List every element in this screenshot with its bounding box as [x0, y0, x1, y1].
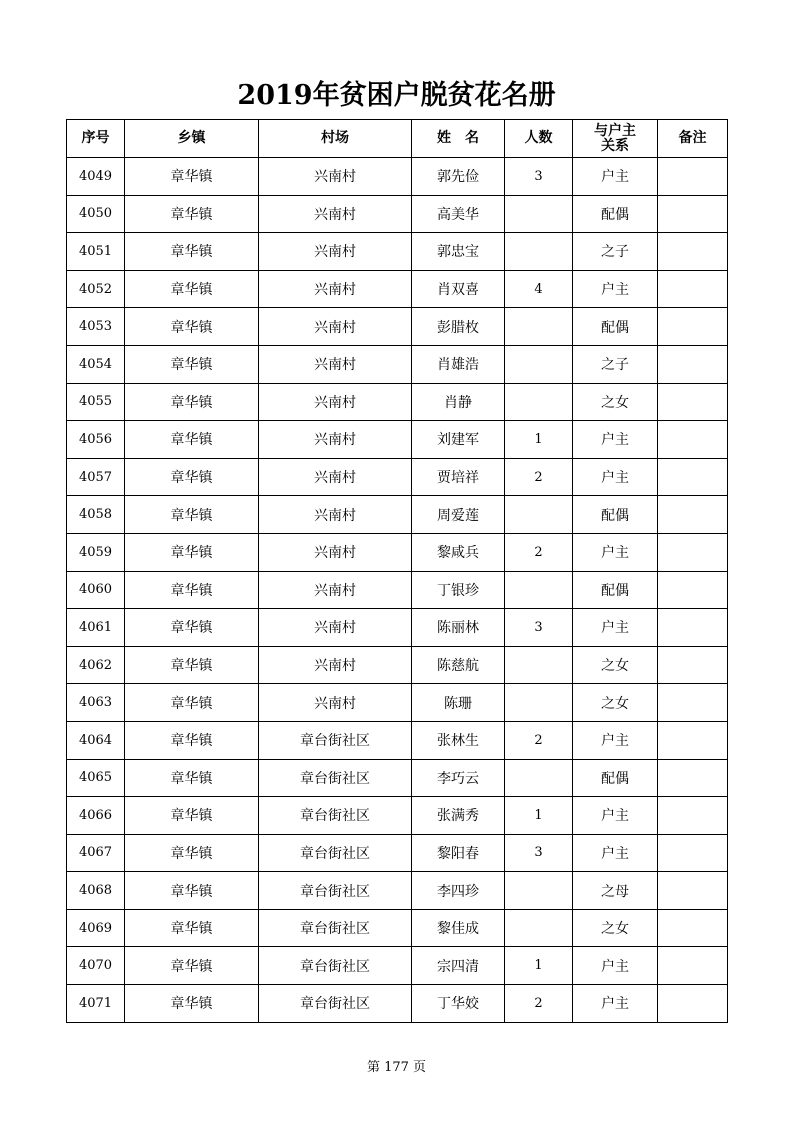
remarks-cell — [658, 308, 728, 346]
serial-cell: 4049 — [67, 158, 125, 196]
name-cell: 陈珊 — [412, 684, 505, 722]
relation-cell: 配偶 — [573, 308, 658, 346]
name-cell: 肖静 — [412, 383, 505, 421]
relation-cell: 配偶 — [573, 571, 658, 609]
header-remarks: 备注 — [658, 120, 728, 158]
relation-cell: 户主 — [573, 797, 658, 835]
remarks-cell — [658, 233, 728, 271]
township-cell: 章华镇 — [125, 421, 259, 459]
header-serial: 序号 — [67, 120, 125, 158]
remarks-cell — [658, 684, 728, 722]
relation-cell: 户主 — [573, 458, 658, 496]
village-cell: 兴南村 — [259, 158, 412, 196]
table-row — [67, 797, 728, 835]
table-row — [67, 308, 728, 346]
serial-cell: 4070 — [67, 947, 125, 985]
township-cell: 章华镇 — [125, 233, 259, 271]
remarks-cell — [658, 195, 728, 233]
relation-cell: 户主 — [573, 609, 658, 647]
township-cell: 章华镇 — [125, 158, 259, 196]
household-size-cell: 4 — [505, 270, 573, 308]
serial-cell: 4051 — [67, 233, 125, 271]
name-cell: 肖双喜 — [412, 270, 505, 308]
table-row — [67, 947, 728, 985]
township-cell: 章华镇 — [125, 721, 259, 759]
serial-cell: 4059 — [67, 533, 125, 571]
serial-cell: 4058 — [67, 496, 125, 534]
township-cell: 章华镇 — [125, 947, 259, 985]
relation-cell: 户主 — [573, 947, 658, 985]
village-cell: 兴南村 — [259, 458, 412, 496]
header-village: 村场 — [259, 120, 412, 158]
header-relation — [573, 120, 658, 158]
remarks-cell — [658, 834, 728, 872]
serial-cell: 4064 — [67, 721, 125, 759]
village-cell: 章台街社区 — [259, 834, 412, 872]
household-size-cell: 2 — [505, 458, 573, 496]
village-cell: 章台街社区 — [259, 872, 412, 910]
township-cell: 章华镇 — [125, 609, 259, 647]
village-cell: 兴南村 — [259, 646, 412, 684]
village-cell: 兴南村 — [259, 270, 412, 308]
remarks-cell — [658, 383, 728, 421]
village-cell: 兴南村 — [259, 195, 412, 233]
relation-cell: 配偶 — [573, 496, 658, 534]
household-size-cell: 2 — [505, 721, 573, 759]
page-number: 第 177 页 — [366, 1060, 427, 1075]
table-row — [67, 421, 728, 459]
township-cell: 章华镇 — [125, 985, 259, 1023]
table-row — [67, 721, 728, 759]
table-row — [67, 571, 728, 609]
name-cell: 张满秀 — [412, 797, 505, 835]
remarks-cell — [658, 533, 728, 571]
table-row — [67, 684, 728, 722]
serial-cell: 4056 — [67, 421, 125, 459]
header-household-size: 人数 — [505, 120, 573, 158]
serial-cell: 4057 — [67, 458, 125, 496]
village-cell: 章台街社区 — [259, 759, 412, 797]
village-cell: 兴南村 — [259, 609, 412, 647]
relation-cell: 之女 — [573, 646, 658, 684]
serial-cell: 4067 — [67, 834, 125, 872]
name-cell: 贾培祥 — [412, 458, 505, 496]
household-size-cell — [505, 646, 573, 684]
table-row — [67, 909, 728, 947]
table-row — [67, 834, 728, 872]
household-size-cell: 1 — [505, 947, 573, 985]
village-cell: 兴南村 — [259, 571, 412, 609]
table-row — [67, 872, 728, 910]
remarks-cell — [658, 345, 728, 383]
serial-cell: 4052 — [67, 270, 125, 308]
poverty-roster-table — [66, 119, 728, 1023]
name-cell: 李四珍 — [412, 872, 505, 910]
household-size-cell — [505, 496, 573, 534]
relation-cell: 户主 — [573, 421, 658, 459]
township-cell: 章华镇 — [125, 646, 259, 684]
remarks-cell — [658, 496, 728, 534]
township-cell: 章华镇 — [125, 834, 259, 872]
household-size-cell — [505, 759, 573, 797]
table-row — [67, 496, 728, 534]
serial-cell: 4069 — [67, 909, 125, 947]
remarks-cell — [658, 571, 728, 609]
township-cell: 章华镇 — [125, 797, 259, 835]
household-size-cell: 1 — [505, 797, 573, 835]
name-cell: 陈慈航 — [412, 646, 505, 684]
name-cell: 张林生 — [412, 721, 505, 759]
township-cell: 章华镇 — [125, 571, 259, 609]
household-size-cell — [505, 383, 573, 421]
serial-cell: 4054 — [67, 345, 125, 383]
township-cell: 章华镇 — [125, 496, 259, 534]
remarks-cell — [658, 797, 728, 835]
serial-cell: 4060 — [67, 571, 125, 609]
remarks-cell — [658, 947, 728, 985]
township-cell: 章华镇 — [125, 383, 259, 421]
table-header-row — [67, 120, 728, 158]
table-row — [67, 533, 728, 571]
serial-cell: 4050 — [67, 195, 125, 233]
table-row — [67, 233, 728, 271]
remarks-cell — [658, 270, 728, 308]
remarks-cell — [658, 985, 728, 1023]
remarks-cell — [658, 909, 728, 947]
village-cell: 兴南村 — [259, 233, 412, 271]
village-cell: 兴南村 — [259, 421, 412, 459]
name-cell: 黎阳春 — [412, 834, 505, 872]
serial-cell: 4066 — [67, 797, 125, 835]
serial-cell: 4063 — [67, 684, 125, 722]
village-cell: 章台街社区 — [259, 721, 412, 759]
serial-cell: 4053 — [67, 308, 125, 346]
relation-cell: 配偶 — [573, 759, 658, 797]
relation-cell: 户主 — [573, 985, 658, 1023]
village-cell: 章台街社区 — [259, 909, 412, 947]
village-cell: 章台街社区 — [259, 797, 412, 835]
serial-cell: 4065 — [67, 759, 125, 797]
household-size-cell — [505, 909, 573, 947]
serial-cell: 4061 — [67, 609, 125, 647]
name-cell: 黎佳成 — [412, 909, 505, 947]
township-cell: 章华镇 — [125, 872, 259, 910]
township-cell: 章华镇 — [125, 684, 259, 722]
relation-cell: 户主 — [573, 533, 658, 571]
name-cell: 黎咸兵 — [412, 533, 505, 571]
table-row — [67, 383, 728, 421]
table-row — [67, 195, 728, 233]
remarks-cell — [658, 872, 728, 910]
township-cell: 章华镇 — [125, 759, 259, 797]
village-cell: 章台街社区 — [259, 947, 412, 985]
household-size-cell: 3 — [505, 609, 573, 647]
township-cell: 章华镇 — [125, 308, 259, 346]
remarks-cell — [658, 421, 728, 459]
serial-cell: 4068 — [67, 872, 125, 910]
name-cell: 郭先俭 — [412, 158, 505, 196]
relation-cell: 之子 — [573, 345, 658, 383]
village-cell: 兴南村 — [259, 684, 412, 722]
name-cell: 肖雄浩 — [412, 345, 505, 383]
remarks-cell — [658, 609, 728, 647]
serial-cell: 4062 — [67, 646, 125, 684]
table-row — [67, 458, 728, 496]
serial-cell: 4071 — [67, 985, 125, 1023]
village-cell: 兴南村 — [259, 383, 412, 421]
household-size-cell: 1 — [505, 421, 573, 459]
name-cell: 宗四清 — [412, 947, 505, 985]
household-size-cell: 3 — [505, 158, 573, 196]
name-cell: 丁银珍 — [412, 571, 505, 609]
table-row — [67, 609, 728, 647]
name-cell: 周爱莲 — [412, 496, 505, 534]
township-cell: 章华镇 — [125, 909, 259, 947]
relation-cell: 户主 — [573, 721, 658, 759]
table-row — [67, 759, 728, 797]
relation-cell: 之子 — [573, 233, 658, 271]
household-size-cell: 2 — [505, 985, 573, 1023]
header-relation-label: 与户主关系 — [594, 122, 636, 154]
township-cell: 章华镇 — [125, 458, 259, 496]
table-row — [67, 345, 728, 383]
document-title: 2019年贫困户脱贫花名册 — [237, 80, 556, 111]
relation-cell: 户主 — [573, 834, 658, 872]
household-size-cell — [505, 233, 573, 271]
household-size-cell — [505, 195, 573, 233]
remarks-cell — [658, 721, 728, 759]
table-row — [67, 985, 728, 1023]
village-cell: 兴南村 — [259, 533, 412, 571]
relation-cell: 之女 — [573, 383, 658, 421]
household-size-cell — [505, 308, 573, 346]
relation-cell: 之女 — [573, 909, 658, 947]
serial-cell: 4055 — [67, 383, 125, 421]
township-cell: 章华镇 — [125, 195, 259, 233]
name-cell: 高美华 — [412, 195, 505, 233]
name-cell: 丁华姣 — [412, 985, 505, 1023]
header-name: 姓 名 — [412, 120, 505, 158]
village-cell: 章台街社区 — [259, 985, 412, 1023]
table-row — [67, 646, 728, 684]
remarks-cell — [658, 158, 728, 196]
household-size-cell: 3 — [505, 834, 573, 872]
relation-cell: 配偶 — [573, 195, 658, 233]
relation-cell: 户主 — [573, 158, 658, 196]
remarks-cell — [658, 759, 728, 797]
name-cell: 陈丽林 — [412, 609, 505, 647]
village-cell: 兴南村 — [259, 308, 412, 346]
township-cell: 章华镇 — [125, 533, 259, 571]
name-cell: 李巧云 — [412, 759, 505, 797]
remarks-cell — [658, 458, 728, 496]
name-cell: 郭忠宝 — [412, 233, 505, 271]
table-row — [67, 270, 728, 308]
household-size-cell — [505, 872, 573, 910]
name-cell: 彭腊枚 — [412, 308, 505, 346]
village-cell: 兴南村 — [259, 496, 412, 534]
village-cell: 兴南村 — [259, 345, 412, 383]
relation-cell: 户主 — [573, 270, 658, 308]
remarks-cell — [658, 646, 728, 684]
township-cell: 章华镇 — [125, 345, 259, 383]
household-size-cell: 2 — [505, 533, 573, 571]
household-size-cell — [505, 345, 573, 383]
relation-cell: 之女 — [573, 684, 658, 722]
table-row — [67, 158, 728, 196]
township-cell: 章华镇 — [125, 270, 259, 308]
relation-cell: 之母 — [573, 872, 658, 910]
name-cell: 刘建军 — [412, 421, 505, 459]
header-township: 乡镇 — [125, 120, 259, 158]
household-size-cell — [505, 571, 573, 609]
household-size-cell — [505, 684, 573, 722]
